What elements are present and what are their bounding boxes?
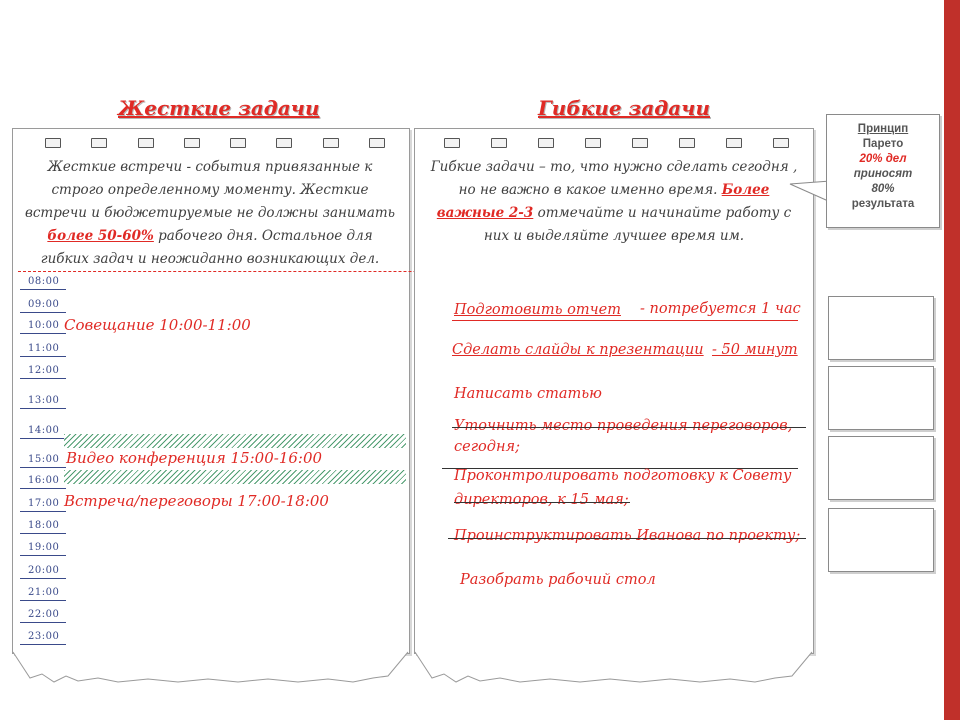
pareto-20-percent: 20% дел <box>859 153 907 165</box>
event-video-conference: Видео конференция 15:00-16:00 <box>66 449 323 467</box>
pareto-text <box>828 122 938 212</box>
binder-ring-icon <box>45 138 61 148</box>
task-write-article: Написать статью <box>454 386 602 402</box>
left-torn-edge <box>8 648 412 688</box>
binder-ring-icon <box>230 138 246 148</box>
right-desc-highlight: Более важные 2-3 <box>436 182 770 221</box>
hour-underline <box>20 644 66 645</box>
binder-ring-icon <box>585 138 601 148</box>
busy-block-negotiation <box>64 470 406 484</box>
pareto-bring: приносят <box>853 168 913 180</box>
empty-sticky-note-1 <box>828 296 934 360</box>
binder-ring-icon <box>276 138 292 148</box>
task-make-slides-note: - 50 минут <box>712 342 798 358</box>
binder-ring-icon <box>679 138 695 148</box>
binder-ring-icon <box>773 138 789 148</box>
accent-side-bar <box>944 0 960 720</box>
hour-label: 19:00 <box>28 542 60 553</box>
hour-label: 14:00 <box>28 425 60 436</box>
hour-underline <box>20 356 66 357</box>
pareto-result: результата <box>851 198 915 210</box>
task-prepare-report-note: - потребуется 1 час <box>640 301 801 317</box>
event-negotiation: Встреча/переговоры 17:00-18:00 <box>64 492 329 510</box>
hour-label: 22:00 <box>28 609 60 620</box>
binder-ring-icon <box>323 138 339 148</box>
binder-ring-icon <box>726 138 742 148</box>
right-description <box>424 156 804 248</box>
task-make-slides: Сделать слайды к презентации <box>452 342 704 358</box>
hour-label: 16:00 <box>28 475 60 486</box>
right-desc-text-1: Гибкие задачи – то, что нужно сделать сегодня , но не важно в какое именно время. <box>430 159 798 198</box>
hour-underline <box>20 408 66 409</box>
left-heading: Жесткие задачи <box>118 96 320 120</box>
empty-sticky-note-3 <box>828 436 934 500</box>
pareto-80-percent: 80% <box>871 183 895 195</box>
hour-label: 18:00 <box>28 520 60 531</box>
left-desc-highlight: более 50-60% <box>47 228 154 244</box>
binder-ring-icon <box>369 138 385 148</box>
hour-label: 11:00 <box>28 343 60 354</box>
hour-label: 13:00 <box>28 395 60 406</box>
right-torn-edge <box>410 648 816 688</box>
hour-underline <box>20 289 66 290</box>
left-desc-text-2: рабочего дня. Остальное для гибких задач и неожиданно возникающих дел. <box>40 228 380 267</box>
empty-sticky-note-2 <box>828 366 934 430</box>
hour-label: 08:00 <box>28 276 60 287</box>
pareto-title-1: Принцип <box>857 123 909 135</box>
binder-ring-icon <box>138 138 154 148</box>
task-prepare-report: Подготовить отчет <box>454 302 621 318</box>
hour-label: 15:00 <box>28 454 60 465</box>
strike-line <box>452 427 806 428</box>
strike-line <box>448 538 806 539</box>
binder-ring-icon <box>538 138 554 148</box>
hour-underline <box>20 333 66 334</box>
task-prepare-report-underline <box>452 320 798 321</box>
hour-underline <box>20 312 66 313</box>
left-binder-rings <box>30 138 400 148</box>
task-clarify-venue-line2: сегодня; <box>454 439 520 455</box>
hour-label: 10:00 <box>28 320 60 331</box>
empty-sticky-note-4 <box>828 508 934 572</box>
hour-underline <box>20 555 66 556</box>
hour-underline <box>20 533 66 534</box>
hour-underline <box>20 438 66 439</box>
busy-block-video <box>64 434 406 448</box>
hour-label: 17:00 <box>28 498 60 509</box>
hour-underline <box>20 488 66 489</box>
binder-ring-icon <box>184 138 200 148</box>
left-description <box>22 156 398 271</box>
hour-label: 12:00 <box>28 365 60 376</box>
hour-underline <box>20 622 66 623</box>
hour-underline <box>20 600 66 601</box>
hour-underline <box>20 467 66 468</box>
task-control-board-line2: директоров, к 15 мая; <box>454 492 629 508</box>
hour-underline <box>20 511 66 512</box>
task-control-board-line1: Проконтролировать подготовку к Совету <box>454 468 792 484</box>
event-meeting: Совещание 10:00-11:00 <box>64 316 251 334</box>
binder-ring-icon <box>91 138 107 148</box>
hour-label: 20:00 <box>28 565 60 576</box>
pareto-title-2: Парето <box>862 138 904 150</box>
hour-scale <box>18 276 68 646</box>
hour-label: 21:00 <box>28 587 60 598</box>
right-desc-text-2: отмечайте и начинайте работу с них и выделяйте лучшее время им. <box>483 205 792 244</box>
binder-ring-icon <box>632 138 648 148</box>
right-heading: Гибкие задачи <box>538 96 710 120</box>
task-clean-desk: Разобрать рабочий стол <box>460 572 656 588</box>
binder-ring-icon <box>444 138 460 148</box>
strike-line <box>454 502 630 503</box>
left-desc-text-1: Жесткие встречи - события привязанные к строго определенному моменту. Жесткие встречи и бюджетируемые не должны занимать <box>24 159 396 221</box>
right-binder-rings <box>428 138 804 148</box>
hour-label: 23:00 <box>28 631 60 642</box>
hour-label: 09:00 <box>28 299 60 310</box>
binder-ring-icon <box>491 138 507 148</box>
task-instruct-ivanov: Проинструктировать Иванова по проекту; <box>454 528 801 544</box>
hour-underline <box>20 378 66 379</box>
hour-underline <box>20 578 66 579</box>
task-clarify-venue-line1: Уточнить место проведения переговоров, <box>454 418 793 434</box>
